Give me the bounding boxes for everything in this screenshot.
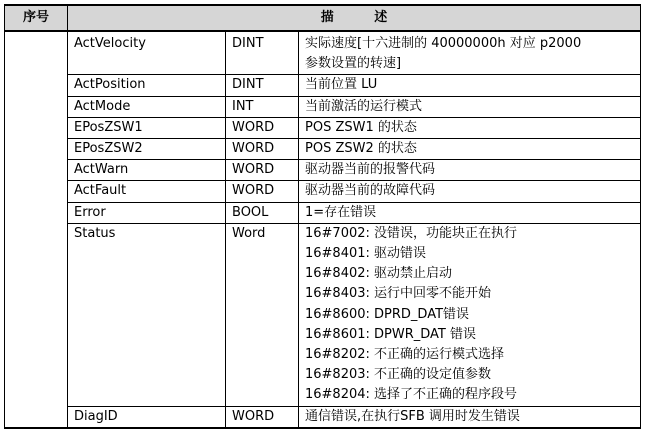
param-name-cell: Status	[68, 223, 226, 406]
param-name-cell: ActWarn	[68, 160, 226, 181]
header-description: 描 述	[68, 5, 641, 31]
param-description-cell	[299, 223, 641, 406]
table-row	[5, 31, 641, 75]
param-name-cell: ActVelocity	[68, 31, 226, 75]
table-row	[5, 160, 641, 181]
param-type-cell: WORD	[226, 181, 299, 202]
param-type-cell: BOOL	[226, 202, 299, 223]
table-row	[5, 406, 641, 428]
param-description-cell	[299, 202, 641, 223]
description-line: POS ZSW1 的状态	[305, 119, 417, 135]
description-line: 16#7002: 没错误，功能块正在执行	[305, 225, 518, 241]
description-line: 16#8204: 选择了不正确的程序段号	[305, 387, 518, 403]
param-type-cell: WORD	[226, 160, 299, 181]
param-name-cell: EPosZSW2	[68, 139, 226, 160]
table-row	[5, 223, 641, 406]
param-description-cell	[299, 96, 641, 117]
param-type-cell: Word	[226, 223, 299, 406]
param-type-cell: DINT	[226, 31, 299, 75]
description-line: 16#8601: DPWR_DAT 错误	[305, 326, 477, 342]
table-row	[5, 96, 641, 117]
header-index: 序号	[5, 5, 68, 31]
param-type-cell: DINT	[226, 75, 299, 96]
description-line: 16#8403: 运行中回零不能开始	[305, 286, 492, 302]
description-line: 驱动器当前的报警代码	[305, 162, 436, 178]
table-row	[5, 75, 641, 96]
description-line: 16#8401: 驱动错误	[305, 246, 427, 262]
description-line: 参数设置的转速]	[305, 56, 402, 72]
description-line: POS ZSW2 的状态	[305, 141, 417, 157]
table-body	[5, 31, 641, 428]
param-description-cell	[299, 117, 641, 138]
param-name-cell: ActPosition	[68, 75, 226, 96]
param-type-cell: WORD	[226, 117, 299, 138]
param-name-cell: ActMode	[68, 96, 226, 117]
table-row	[5, 117, 641, 138]
description-line: 驱动器当前的故障代码	[305, 183, 436, 199]
parameter-table	[4, 4, 641, 429]
param-description-cell	[299, 139, 641, 160]
param-name-cell: EPosZSW1	[68, 117, 226, 138]
description-line: 1=存在错误	[305, 204, 377, 220]
param-description-cell	[299, 406, 641, 428]
index-cell	[5, 31, 68, 428]
description-line: 16#8600: DPRD_DAT错误	[305, 306, 470, 322]
table-row	[5, 181, 641, 202]
description-line: 16#8402: 驱动禁止启动	[305, 266, 453, 282]
param-description-cell	[299, 181, 641, 202]
param-name-cell: Error	[68, 202, 226, 223]
param-description-cell	[299, 31, 641, 75]
description-line: 当前位置 LU	[305, 77, 378, 93]
param-name-cell: DiagID	[68, 406, 226, 428]
description-line: 16#8203: 不正确的设定值参数	[305, 367, 492, 383]
param-type-cell: WORD	[226, 406, 299, 428]
description-line: 当前激活的运行模式	[305, 98, 423, 114]
table-row	[5, 139, 641, 160]
param-name-cell: ActFault	[68, 181, 226, 202]
param-type-cell: INT	[226, 96, 299, 117]
description-line: 16#8202: 不正确的运行模式选择	[305, 347, 505, 363]
description-line: 实际速度[十六进制的 40000000h 对应 p2000	[305, 36, 582, 51]
description-line: 通信错误,在执行SFB 调用时发生错误	[305, 408, 520, 424]
table-header-row	[5, 5, 641, 31]
param-description-cell	[299, 75, 641, 96]
param-type-cell: WORD	[226, 139, 299, 160]
param-description-cell	[299, 160, 641, 181]
table-row	[5, 202, 641, 223]
